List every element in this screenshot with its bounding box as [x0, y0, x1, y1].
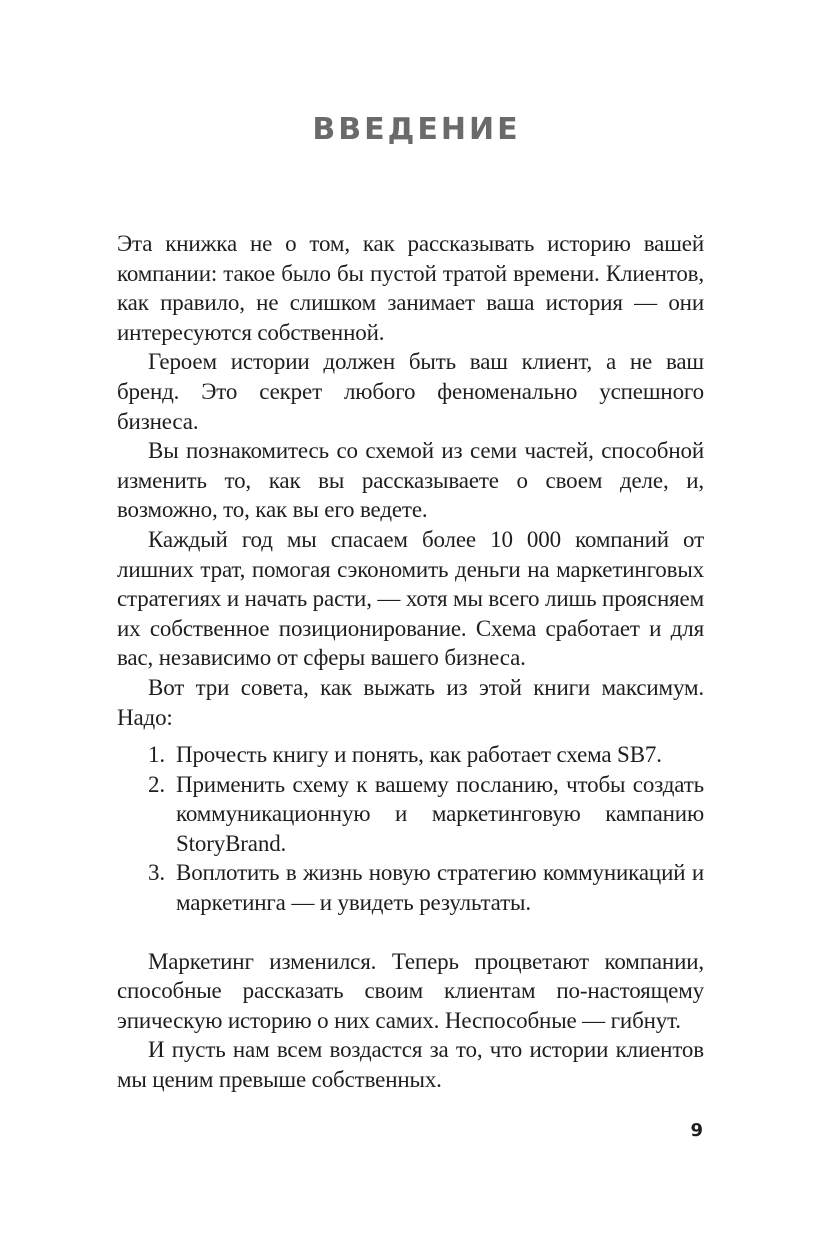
spacer	[117, 918, 704, 947]
list-item	[117, 770, 704, 859]
paragraph: Эта книжка не о том, как рассказывать историю вашей компании: такое было бы пустой тратой времени. Клиентов, как правило, не слишком занимает ваша история — они интересуются собственной.	[117, 231, 704, 345]
list-number: 2.	[148, 771, 165, 797]
paragraph: Вот три совета, как выжать из этой книги максимум. Надо:	[117, 674, 704, 730]
paragraph: И пусть нам всем воздастся за то, что истории клиентов мы ценим превыше собственных.	[117, 1037, 704, 1093]
advice-list	[117, 740, 704, 918]
list-number: 1.	[148, 742, 165, 768]
paragraph: Каждый год мы спасаем более 10 000 компаний от лишних трат, помогая сэкономить деньги на маркетинговых стратегиях и начать расти, — хотя мы всего лишь проясняем их собственное позиционирование. Схема сработает и для вас, независимо от сферы вашего бизнеса.	[117, 526, 704, 671]
main-text	[117, 229, 704, 1095]
list-number: 3.	[148, 860, 165, 886]
page-number: 9	[690, 1120, 703, 1141]
list-item	[117, 858, 704, 917]
paragraph: Вы познакомитесь со схемой из семи частей, способной изменить то, как вы рассказываете о своем деле, и, возможно, то, как вы его ведете.	[117, 438, 704, 523]
paragraph: Маркетинг изменился. Теперь процветают компании, способные рассказать своим клиентам по-настоящему эпическую историю о них самих. Неспособные — гибнут.	[117, 948, 704, 1033]
list-text: Воплотить в жизнь новую стратегию коммуникаций и маркетинга — и увидеть результаты.	[176, 860, 704, 916]
chapter-title: ВВЕДЕНИЕ	[312, 112, 521, 147]
list-text: Прочесть книгу и понять, как работает схема SB7.	[176, 742, 662, 768]
list-item	[117, 740, 704, 770]
list-text: Применить схему к вашему посланию, чтобы создать коммуникационную и маркетинговую кампанию StoryBrand.	[176, 771, 704, 856]
paragraph: Героем истории должен быть ваш клиент, а не ваш бренд. Это секрет любого феноменально успешного бизнеса.	[117, 349, 704, 434]
